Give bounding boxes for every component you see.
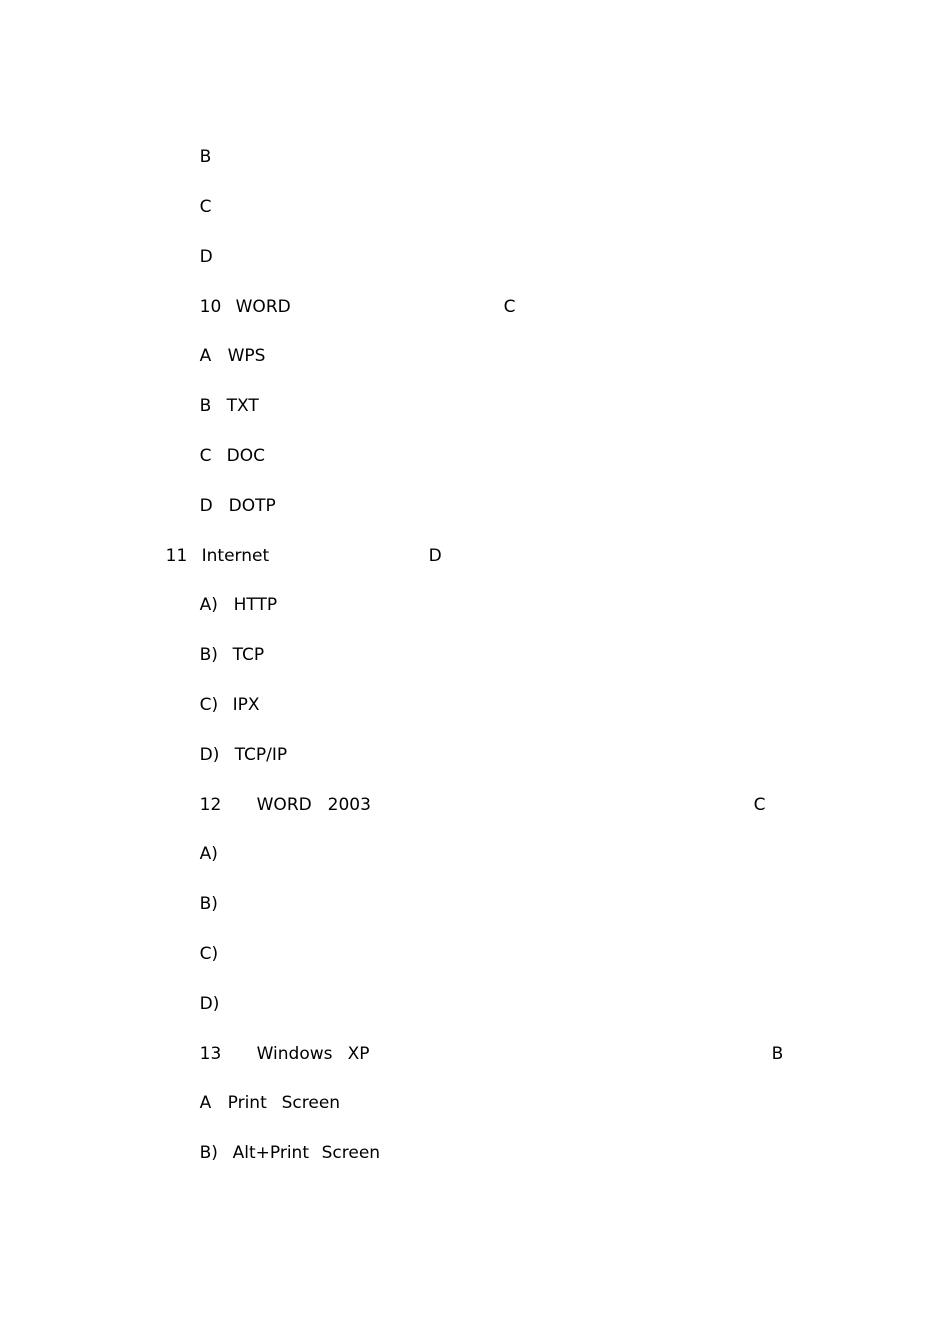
option-value: HTTP xyxy=(233,595,278,615)
question-keyword: XP xyxy=(347,1044,370,1064)
option-value: Screen xyxy=(281,1093,341,1113)
question-text xyxy=(306,775,371,835)
question-number: 12 xyxy=(199,795,222,815)
option-label: B xyxy=(199,396,212,416)
option-label: C) xyxy=(199,944,219,964)
option-label: A) xyxy=(199,595,218,615)
option-label: D) xyxy=(199,994,220,1014)
option-label: C xyxy=(199,446,212,466)
option-value: Alt+Print xyxy=(232,1143,309,1163)
option-label: A xyxy=(199,346,212,366)
answer-letter: D xyxy=(428,546,442,566)
option-value: DOC xyxy=(226,446,265,466)
option-value: TXT xyxy=(226,396,259,416)
option-value: IPX xyxy=(232,695,260,715)
option-label: A) xyxy=(199,844,218,864)
question-text xyxy=(235,775,312,835)
option-label: C xyxy=(199,197,212,217)
answer-key xyxy=(732,775,766,835)
option-value: Print xyxy=(227,1093,267,1113)
answer-letter: C xyxy=(503,297,516,317)
option-value: Screen xyxy=(321,1143,381,1163)
answer-key xyxy=(482,277,516,337)
option-label: C) xyxy=(199,695,219,715)
question-number: 10 xyxy=(199,297,222,317)
option-value: TCP/IP xyxy=(234,745,288,765)
question-keyword: Internet xyxy=(201,546,270,566)
option-label: B xyxy=(199,147,212,167)
answer-key xyxy=(407,526,442,586)
question-number: 13 xyxy=(199,1044,222,1064)
question-keyword: WORD xyxy=(235,297,291,317)
answer-key xyxy=(750,1024,783,1084)
option-label: B) xyxy=(199,894,218,914)
option-label: D xyxy=(199,496,213,516)
answer-letter: B xyxy=(771,1044,784,1064)
option-text xyxy=(300,1123,380,1183)
answer-letter: C xyxy=(753,795,766,815)
option-label: D xyxy=(199,247,213,267)
question-number: 11 xyxy=(165,546,188,566)
question-keyword: Windows xyxy=(256,1044,333,1064)
question-keyword: WORD xyxy=(256,795,312,815)
option-value: WPS xyxy=(227,346,266,366)
option-value: TCP xyxy=(232,645,265,665)
question-keyword: 2003 xyxy=(327,795,371,815)
option-label: D) xyxy=(199,745,220,765)
option-label: B) xyxy=(199,1143,218,1163)
option-label: B) xyxy=(199,645,218,665)
option-label: A xyxy=(199,1093,212,1113)
option-text xyxy=(211,1123,309,1183)
option-value: DOTP xyxy=(228,496,276,516)
